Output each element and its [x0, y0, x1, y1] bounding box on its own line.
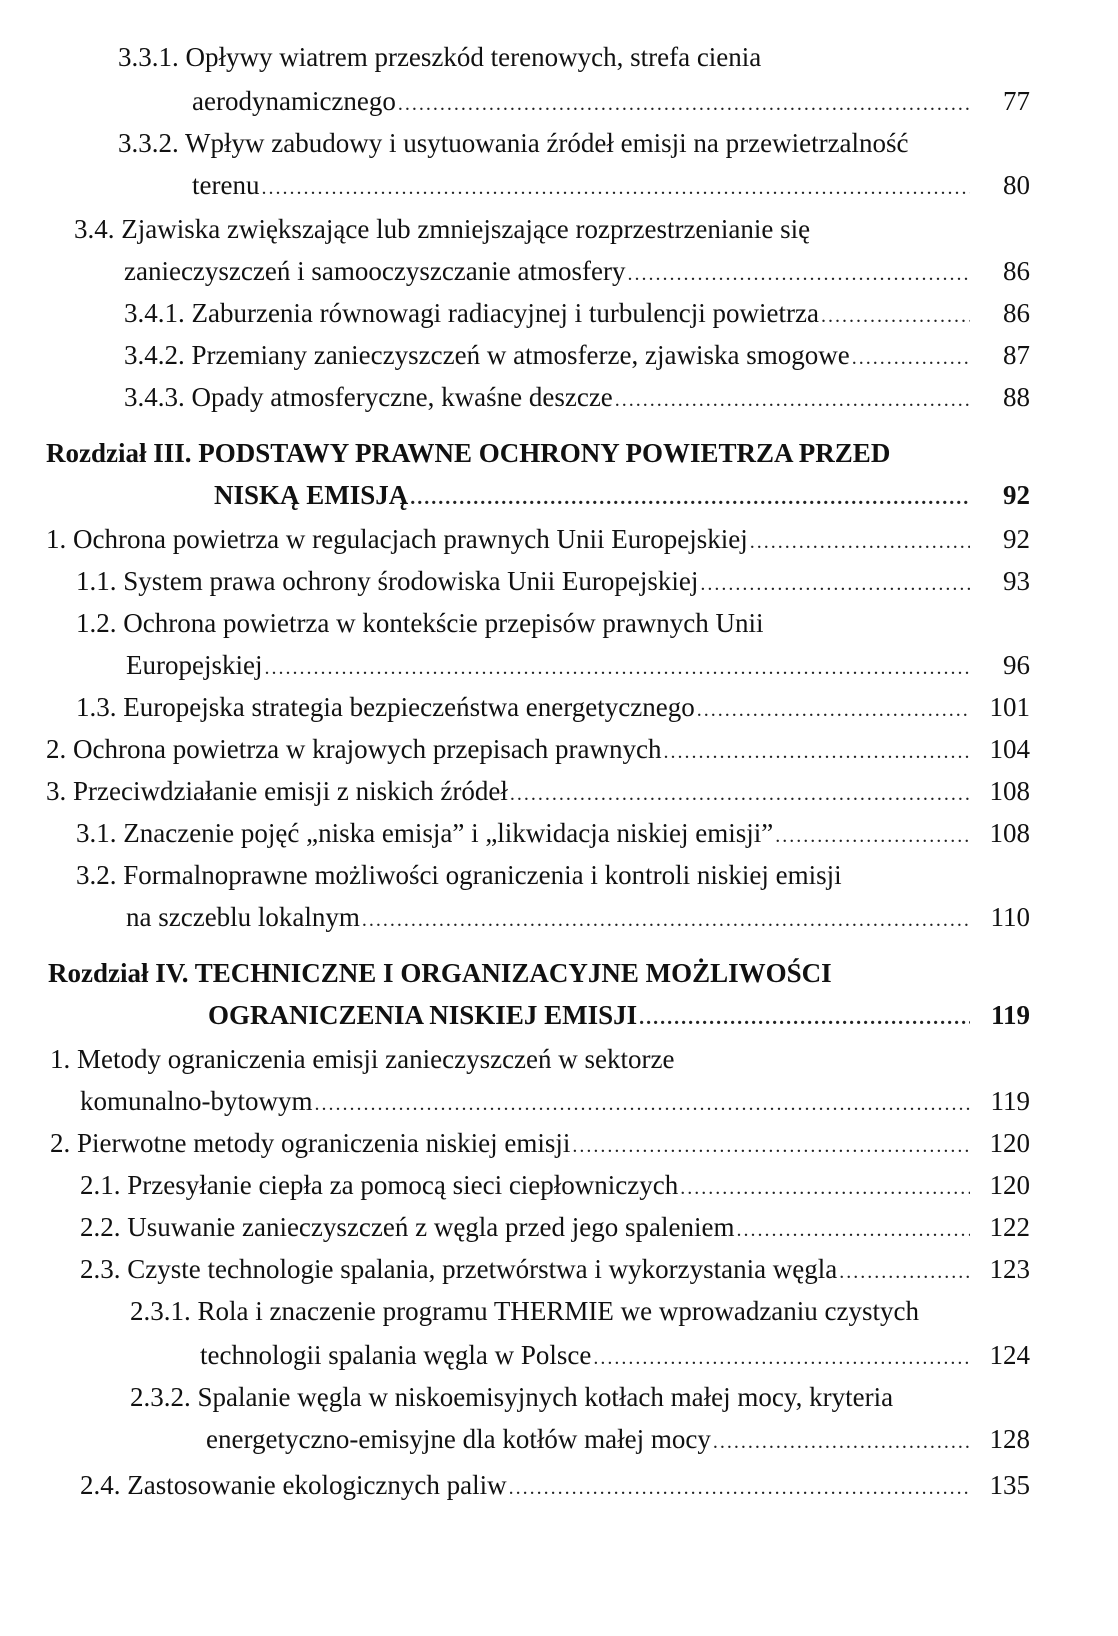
- toc-entry-text: 2.3. Czyste technologie spalania, przetwórstwa i wykorzystania węgla: [80, 1254, 838, 1284]
- toc-entry-text: 3.3.2. Wpływ zabudowy i usytuowania źródeł emisji na przewietrzalność: [118, 128, 909, 158]
- chapter-title: NISKĄ EMISJĄ: [214, 480, 409, 510]
- dot-leader: [398, 87, 970, 121]
- toc-entry-title: [74, 212, 810, 246]
- toc-entry-text: 3.4. Zjawiska zwiększające lub zmniejszające rozprzestrzenianie się: [74, 214, 811, 244]
- toc-entry-text: 3.4.1. Zaburzenia równowagi radiacyjnej i turbulencji powietrza: [124, 298, 819, 328]
- page-number: 110: [990, 902, 1030, 932]
- toc-entry-text: 3.2. Formalnoprawne możliwości ograniczenia i kontroli niskiej emisji: [76, 860, 842, 890]
- toc-entry-title: [76, 606, 764, 640]
- page-number: 86: [1003, 256, 1030, 286]
- dot-leader: [639, 1001, 970, 1035]
- dot-leader: [852, 341, 970, 375]
- dot-leader: [593, 1341, 970, 1375]
- toc-entry-text: 2. Pierwotne metody ograniczenia niskiej emisji: [50, 1128, 571, 1158]
- page-number: 88: [1003, 382, 1030, 412]
- toc-entry: [124, 380, 1030, 417]
- dot-leader: [615, 383, 970, 417]
- page-number: 96: [1003, 650, 1030, 680]
- toc-entry: [46, 774, 1030, 811]
- toc-entry-text: 1.1. System prawa ochrony środowiska Unii Europejskiej: [76, 566, 699, 596]
- toc-entry-text: 1.3. Europejska strategia bezpieczeństwa energetycznego: [76, 692, 695, 722]
- page-number: 120: [989, 1128, 1030, 1158]
- toc-entry-continuation: [124, 254, 1030, 291]
- toc-entry-title: [76, 858, 842, 892]
- toc-entry-text: 1. Metody ograniczenia emisji zanieczyszczeń w sektorze: [50, 1044, 675, 1074]
- page-number: 123: [989, 1254, 1030, 1284]
- toc-entry-text: energetyczno-emisyjne dla kotłów małej mocy: [206, 1424, 711, 1454]
- toc-entry-continuation: [192, 84, 1030, 121]
- page-number: 92: [1003, 524, 1030, 554]
- dot-leader: [821, 299, 970, 333]
- chapter-title: Rozdział III. PODSTAWY PRAWNE OCHRONY POWIETRZA PRZED: [46, 438, 891, 468]
- dot-leader: [736, 1213, 970, 1247]
- dot-leader: [362, 903, 970, 937]
- toc-entry: [80, 1210, 1030, 1247]
- page-number: 80: [1003, 170, 1030, 200]
- page-number: 77: [1003, 86, 1030, 116]
- toc-entry: [124, 338, 1030, 375]
- dot-leader: [713, 1425, 970, 1459]
- toc-entry-text: 2.3.2. Spalanie węgla w niskoemisyjnych kotłach małej mocy, kryteria: [130, 1382, 894, 1412]
- toc-entry-text: 2.2. Usuwanie zanieczyszczeń z węgla przed jego spaleniem: [80, 1212, 735, 1242]
- dot-leader: [700, 567, 970, 601]
- toc-entry-title: [50, 1042, 674, 1076]
- chapter-title: Rozdział IV. TECHNICZNE I ORGANIZACYJNE MOŻLIWOŚCI: [48, 958, 832, 988]
- toc-entry: [46, 732, 1030, 769]
- dot-leader: [572, 1129, 970, 1163]
- page-number: 104: [989, 734, 1030, 764]
- page-number: 122: [989, 1212, 1030, 1242]
- toc-entry-text: Europejskiej: [126, 650, 263, 680]
- toc-entry-text: komunalno-bytowym: [80, 1086, 313, 1116]
- toc-entry: [46, 522, 1030, 559]
- toc-entry: [76, 690, 1030, 727]
- page-number: 101: [989, 692, 1030, 722]
- toc-entry-continuation: [126, 900, 1030, 937]
- dot-leader: [697, 693, 970, 727]
- toc-entry-text: aerodynamicznego: [192, 86, 396, 116]
- dot-leader: [264, 651, 970, 685]
- chapter-heading-continuation: [214, 478, 1030, 515]
- chapter-heading: [46, 436, 890, 470]
- page-number: 119: [990, 1086, 1030, 1116]
- toc-entry: [80, 1168, 1030, 1205]
- toc-entry-title: [118, 126, 909, 160]
- page-number: 119: [990, 1000, 1030, 1030]
- page-number: 135: [989, 1470, 1030, 1500]
- toc-entry-text: technologii spalania węgla w Polsce: [200, 1340, 592, 1370]
- dot-leader: [510, 777, 970, 811]
- dot-leader: [839, 1255, 970, 1289]
- chapter-heading: [48, 956, 832, 990]
- toc-entry-continuation: [192, 168, 1030, 205]
- toc-entry-text: 2.4. Zastosowanie ekologicznych paliw: [80, 1470, 507, 1500]
- page-number: 86: [1003, 298, 1030, 328]
- dot-leader: [680, 1171, 970, 1205]
- page-number: 124: [989, 1340, 1030, 1370]
- toc-entry-text: 2. Ochrona powietrza w krajowych przepisach prawnych: [46, 734, 662, 764]
- chapter-heading-continuation: [208, 998, 1030, 1035]
- toc-entry-continuation: [126, 648, 1030, 685]
- page-number: 108: [989, 776, 1030, 806]
- toc-entry-text: 3.4.2. Przemiany zanieczyszczeń w atmosferze, zjawiska smogowe: [124, 340, 850, 370]
- toc-entry: [124, 296, 1030, 333]
- page-number: 120: [989, 1170, 1030, 1200]
- toc-entry: [80, 1468, 1030, 1505]
- toc-entry-text: 3. Przeciwdziałanie emisji z niskich źródeł: [46, 776, 508, 806]
- dot-leader: [410, 481, 970, 515]
- dot-leader: [627, 257, 970, 291]
- page-number: 108: [989, 818, 1030, 848]
- toc-entry-title: [130, 1294, 919, 1328]
- toc-entry-title: [118, 40, 761, 74]
- toc-entry-text: 3.3.1. Opływy wiatrem przeszkód terenowych, strefa cienia: [118, 42, 762, 72]
- toc-entry-continuation: [206, 1422, 1030, 1459]
- toc-entry-text: 1.2. Ochrona powietrza w kontekście przepisów prawnych Unii: [76, 608, 764, 638]
- toc-entry-text: 1. Ochrona powietrza w regulacjach prawnych Unii Europejskiej: [46, 524, 748, 554]
- chapter-title: OGRANICZENIA NISKIEJ EMISJI: [208, 1000, 638, 1030]
- toc-entry: [76, 564, 1030, 601]
- toc-entry: [50, 1126, 1030, 1163]
- toc-entry: [76, 816, 1030, 853]
- toc-entry-text: 2.1. Przesyłanie ciepła za pomocą sieci ciepłowniczych: [80, 1170, 679, 1200]
- toc-entry-continuation: [200, 1338, 1030, 1375]
- toc-entry-continuation: [80, 1084, 1030, 1121]
- page-number: 93: [1003, 566, 1030, 596]
- page-number: 92: [1003, 480, 1030, 510]
- toc-entry-text: zanieczyszczeń i samooczyszczanie atmosfery: [124, 256, 626, 286]
- dot-leader: [314, 1087, 970, 1121]
- toc-entry-text: 3.4.3. Opady atmosferyczne, kwaśne deszcze: [124, 382, 613, 412]
- toc-entry-title: [130, 1380, 893, 1414]
- page-number: 87: [1003, 340, 1030, 370]
- dot-leader: [261, 171, 970, 205]
- toc-entry: [80, 1252, 1030, 1289]
- toc-entry-text: terenu: [192, 170, 260, 200]
- toc-entry-text: 2.3.1. Rola i znaczenie programu THERMIE we wprowadzaniu czystych: [130, 1296, 919, 1326]
- dot-leader: [664, 735, 970, 769]
- dot-leader: [750, 525, 970, 559]
- toc-entry-text: na szczeblu lokalnym: [126, 902, 360, 932]
- dot-leader: [509, 1471, 970, 1505]
- dot-leader: [775, 819, 970, 853]
- toc-entry-text: 3.1. Znaczenie pojęć „niska emisja” i „likwidacja niskiej emisji”: [76, 818, 774, 848]
- page-number: 128: [989, 1424, 1030, 1454]
